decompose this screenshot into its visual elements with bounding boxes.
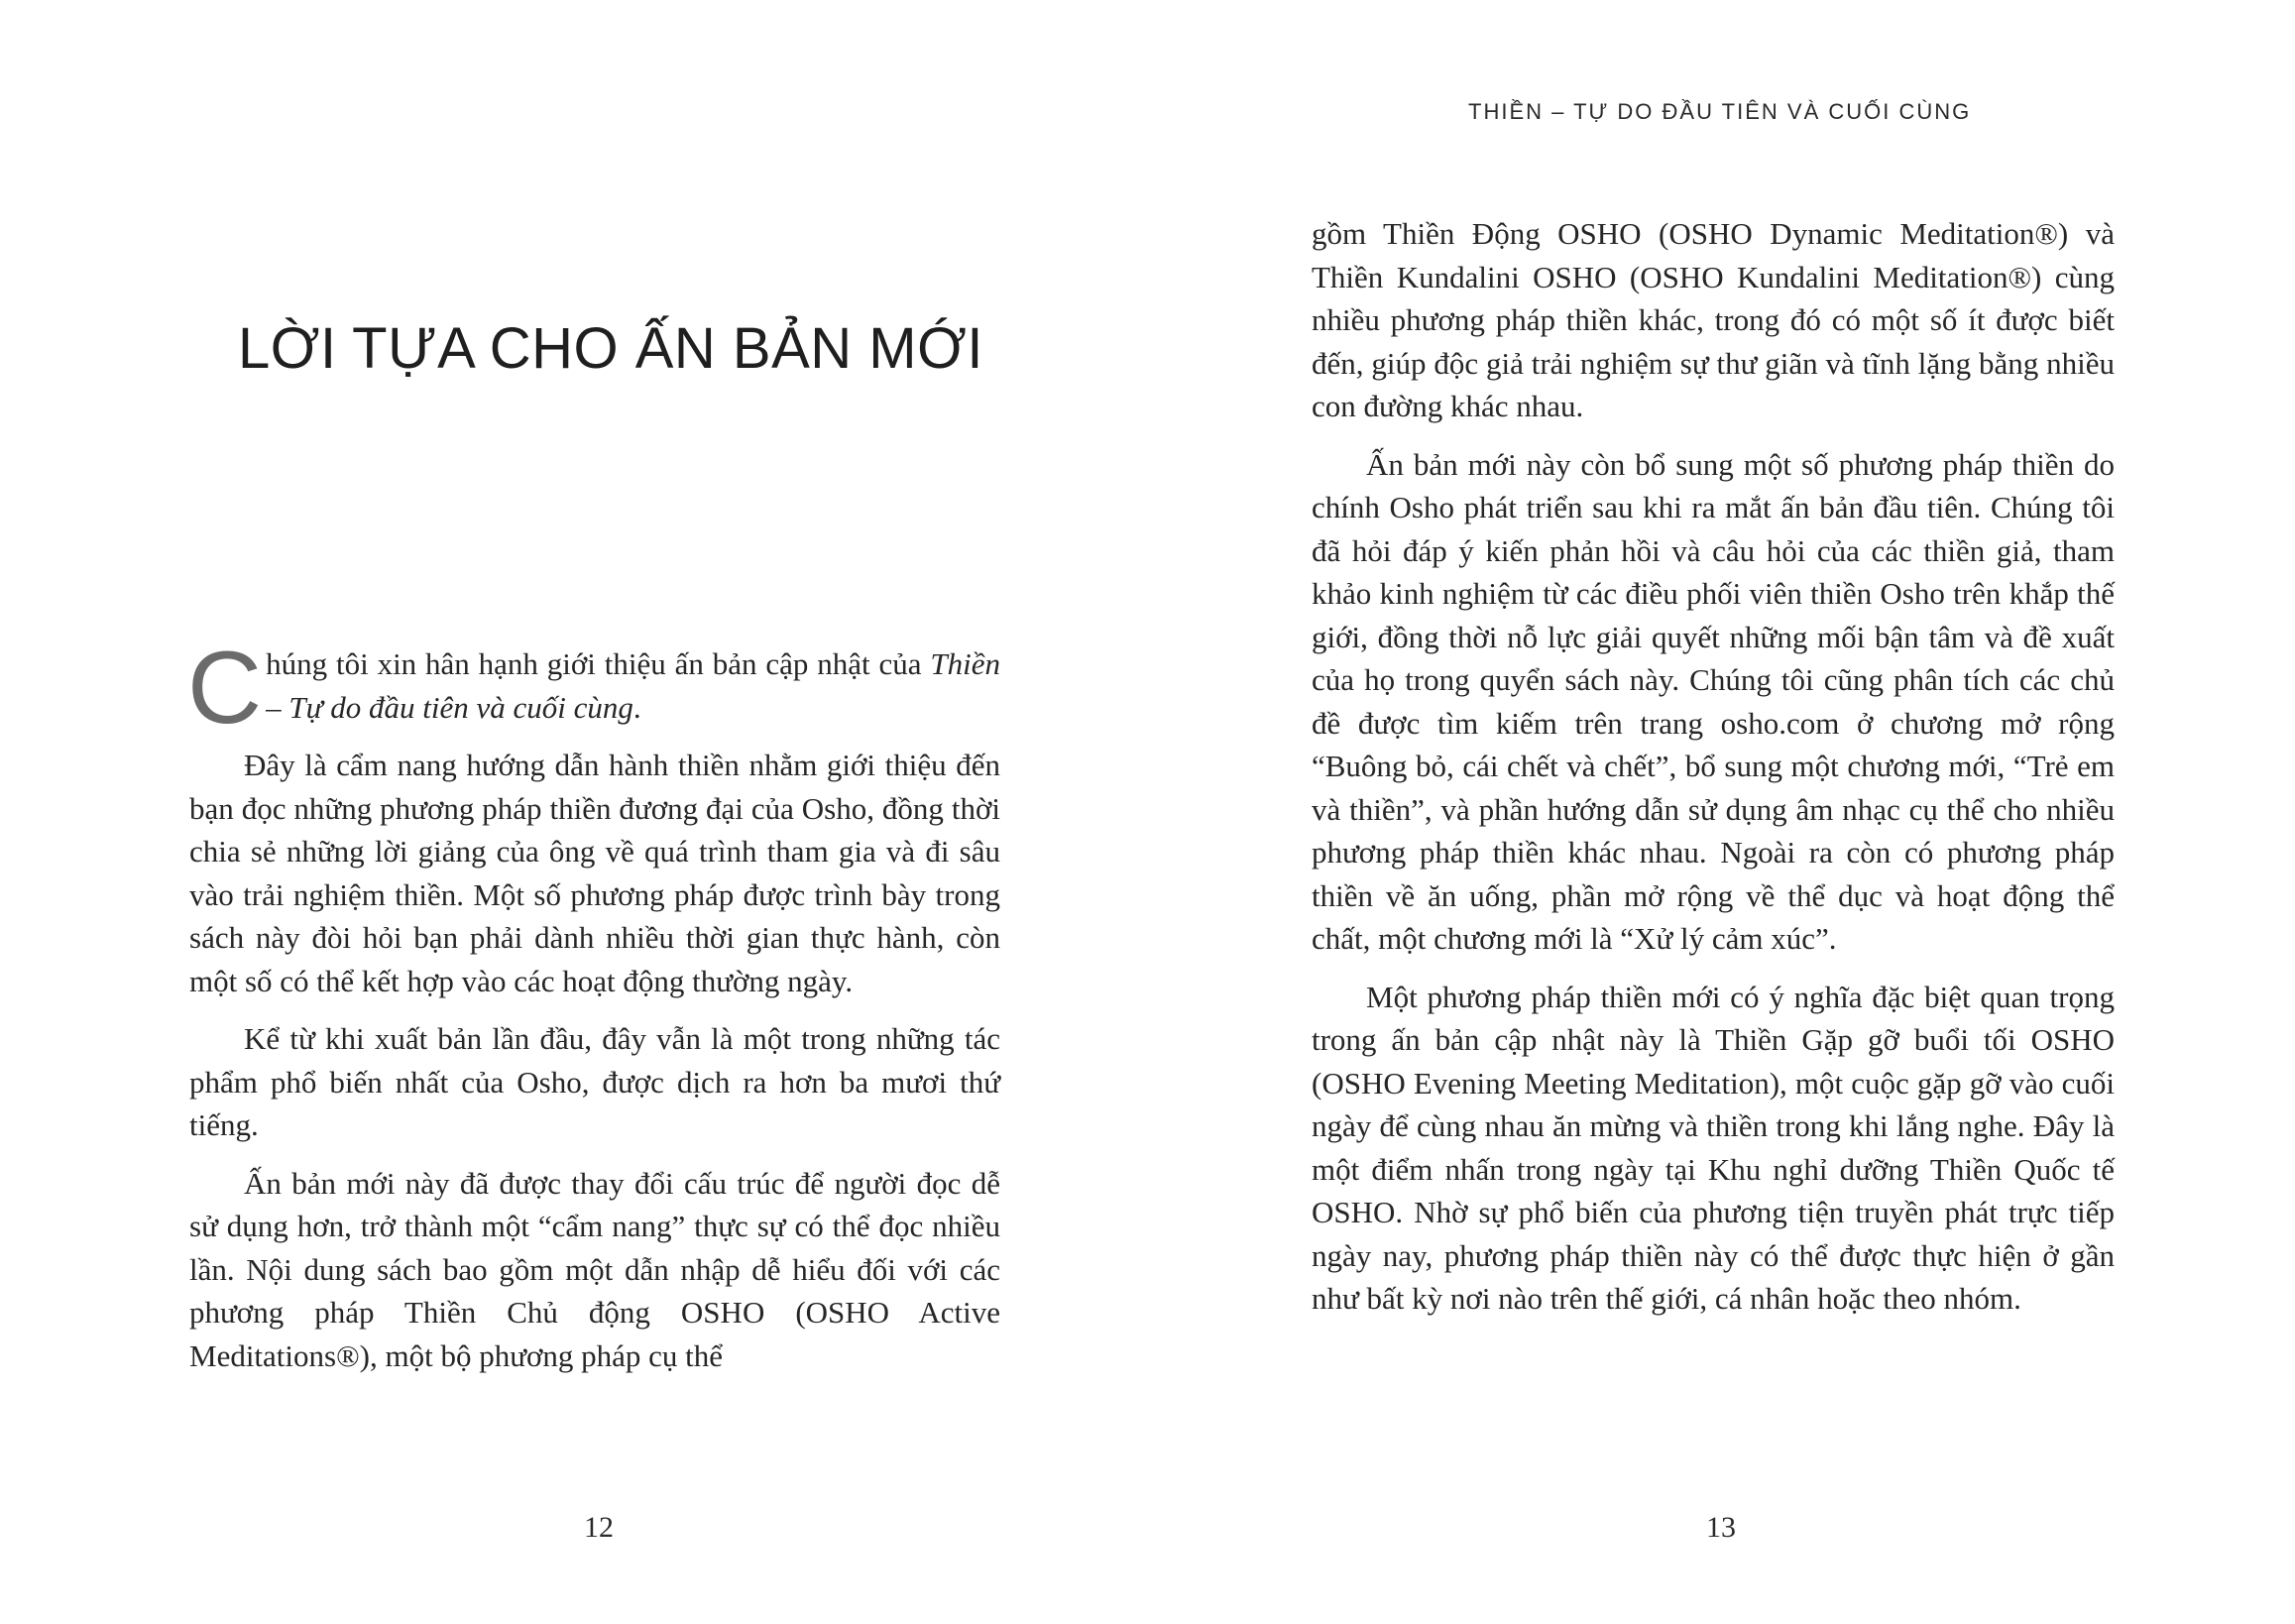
right-paragraph-3: Một phương pháp thiền mới có ý nghĩa đặc biệt quan trọng trong ấn bản cập nhật này là Thiền Gặp gỡ buổi tối OSHO (OSHO Evening Meeting Meditation), một cuộc gặp gỡ vào cuối ngày để cùng nhau ăn mừng và thiền trong khi lắng nghe. Đây là một điểm nhấn trong ngày tại Khu nghỉ dưỡng Thiền Quốc tế OSHO. Nhờ sự phổ biến của phương tiện truyền phát trực tiếp ngày nay, phương pháp thiền này có thể được thực hiện ở gần như bất kỳ nơi nào trên thế giới, cá nhân hoặc theo nhóm.: [1312, 979, 2115, 1316]
drop-cap: C: [187, 631, 263, 746]
left-paragraph-1: [187, 631, 1000, 746]
page-number-right: 13: [1706, 1511, 1736, 1544]
left-paragraph-1-end: .: [632, 689, 641, 725]
page-number-left: 12: [584, 1511, 614, 1544]
left-paragraph-2: Đây là cẩm nang hướng dẫn hành thiền nhằm giới thiệu đến bạn đọc những phương pháp thiền đương đại của Osho, đồng thời chia sẻ những lời giảng của ông về quá trình tham gia và đi sâu vào trải nghiệm thiền. Một số phương pháp được trình bày trong sách này đòi hỏi bạn phải dành nhiều thời gian thực hành, còn một số có thể kết hợp vào các hoạt động thường ngày.: [189, 748, 1000, 998]
left-paragraph-3: Kể từ khi xuất bản lần đầu, đây vẫn là một trong những tác phẩm phổ biến nhất của Osho, được dịch ra hơn ba mươi thứ tiếng.: [189, 1021, 1000, 1142]
book-title-italic: Thiền – Tự do đầu tiên và cuối cùng: [266, 646, 1000, 725]
left-body-text: [187, 631, 1000, 1392]
right-paragraph-2: Ấn bản mới này còn bổ sung một số phương pháp thiền do chính Osho phát triển sau khi ra mắt ấn bản đầu tiên. Chúng tôi đã hỏi đáp ý kiến phản hồi và câu hỏi của các thiền giả, tham khảo kinh nghiệm từ các điều phối viên thiền Osho trên khắp thế giới, đồng thời nỗ lực giải quyết những mối bận tâm và đề xuất của họ trong quyển sách này. Chúng tôi cũng phân tích các chủ đề được tìm kiếm trên trang osho.com ở chương mở rộng “Buông bỏ, cái chết và chết”, bổ sung một chương mới, “Trẻ em và thiền”, và phần hướng dẫn sử dụng âm nhạc cụ thể cho nhiều phương pháp thiền khác nhau. Ngoài ra còn có phương pháp thiền về ăn uống, phần mở rộng về thể dục và hoạt động thể chất, một chương mới là “Xử lý cảm xúc”.: [1312, 446, 2115, 956]
left-page: [0, 0, 1147, 1624]
running-head: THIỀN – TỰ DO ĐẦU TIÊN VÀ CUỐI CÙNG: [1468, 99, 1972, 124]
chapter-title: LỜI TỰA CHO ẤN BẢN MỚI: [238, 316, 983, 381]
right-paragraph-1: gồm Thiền Động OSHO (OSHO Dynamic Meditation®) và Thiền Kundalini OSHO (OSHO Kundalini Meditation®) cùng nhiều phương pháp thiền khác, trong đó có một số ít được biết đến, giúp độc giả trải nghiệm sự thư giãn và tĩnh lặng bằng nhiều con đường khác nhau.: [1312, 216, 2115, 423]
left-paragraph-4: Ấn bản mới này đã được thay đổi cấu trúc để người đọc dễ sử dụng hơn, trở thành một “cẩm nang” thực sự có thể đọc nhiều lần. Nội dung sách bao gồm một dẫn nhập dễ hiểu đối với các phương pháp Thiền Chủ động OSHO (OSHO Active Meditations®), một bộ phương pháp cụ thể: [189, 1165, 1000, 1373]
right-body-text: [1312, 212, 2115, 1335]
left-paragraph-1-text: húng tôi xin hân hạnh giới thiệu ấn bản cập nhật của: [266, 646, 931, 681]
